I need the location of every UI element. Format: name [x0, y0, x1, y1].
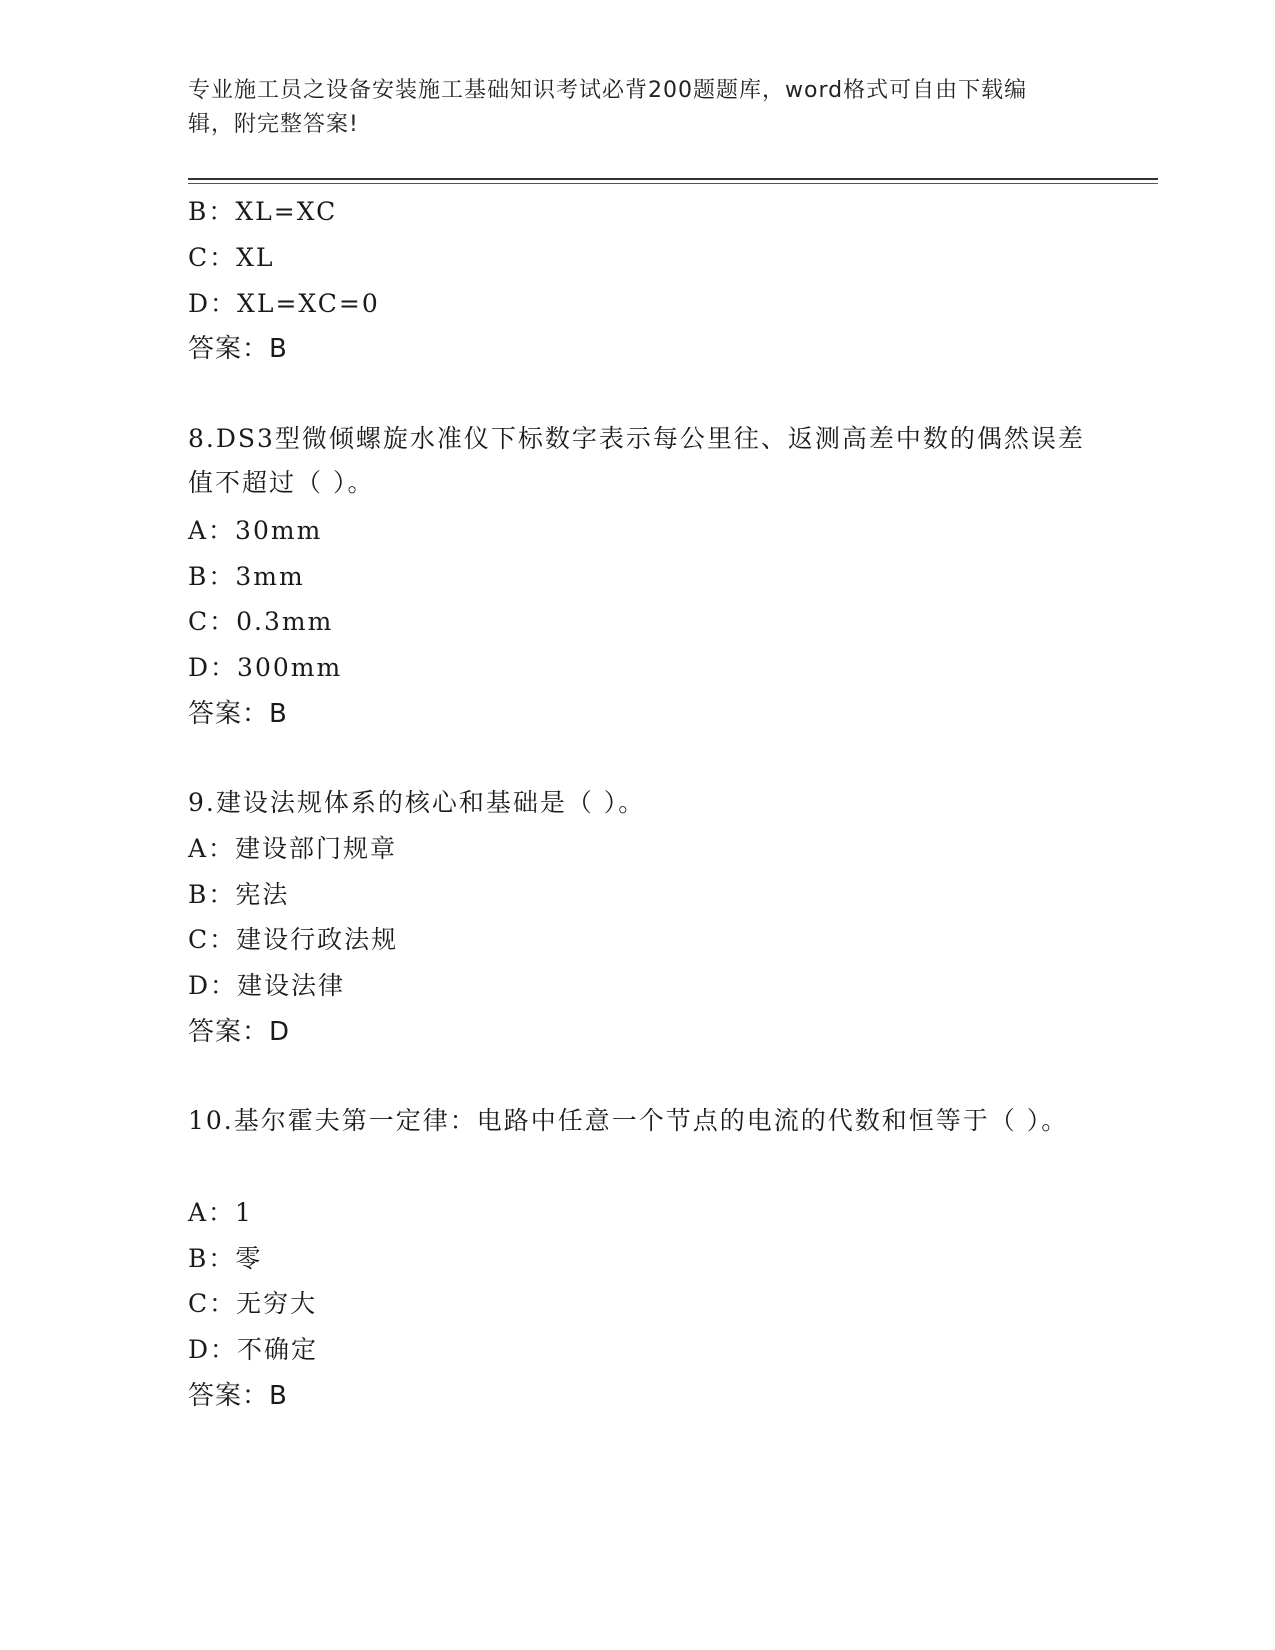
answer: 答案：D	[188, 1017, 291, 1047]
question-text: 8.DS3型微倾螺旋水准仪下标数字表示每公里往、返测高差中数的偶然误差值不超过（ ）。	[188, 424, 1085, 497]
option-b: B：零	[188, 1244, 263, 1273]
option-c: C：无穷大	[188, 1289, 318, 1318]
header-divider	[188, 178, 1158, 180]
option-d: D：XL=XC=0	[188, 289, 380, 318]
option-a: A：1	[188, 1198, 253, 1227]
answer: 答案：B	[188, 699, 288, 729]
option-d: D：300mm	[188, 653, 343, 682]
document-header: 专业施工员之设备安装施工基础知识考试必背200题题库，word格式可自由下载编辑，附完整答案!	[188, 78, 1028, 137]
option-c: C：0.3mm	[188, 607, 334, 636]
option-a: A：建设部门规章	[188, 834, 398, 863]
question-text: 10.基尔霍夫第一定律：电路中任意一个节点的电流的代数和恒等于（ ）。	[188, 1106, 1069, 1135]
option-c: C：建设行政法规	[188, 925, 399, 954]
option-a: A：30mm	[188, 516, 323, 545]
option-d: D：建设法律	[188, 971, 346, 1000]
option-b: B：宪法	[188, 880, 290, 909]
answer: 答案：B	[188, 1381, 288, 1411]
answer: 答案：B	[188, 334, 288, 364]
option-b: B：XL=XC	[188, 197, 338, 226]
option-b: B：3mm	[188, 562, 305, 591]
option-d: D：不确定	[188, 1335, 319, 1364]
option-c: C：XL	[188, 243, 275, 272]
header-divider-thin	[188, 183, 1158, 184]
question-text: 9.建设法规体系的核心和基础是（ ）。	[188, 788, 646, 817]
